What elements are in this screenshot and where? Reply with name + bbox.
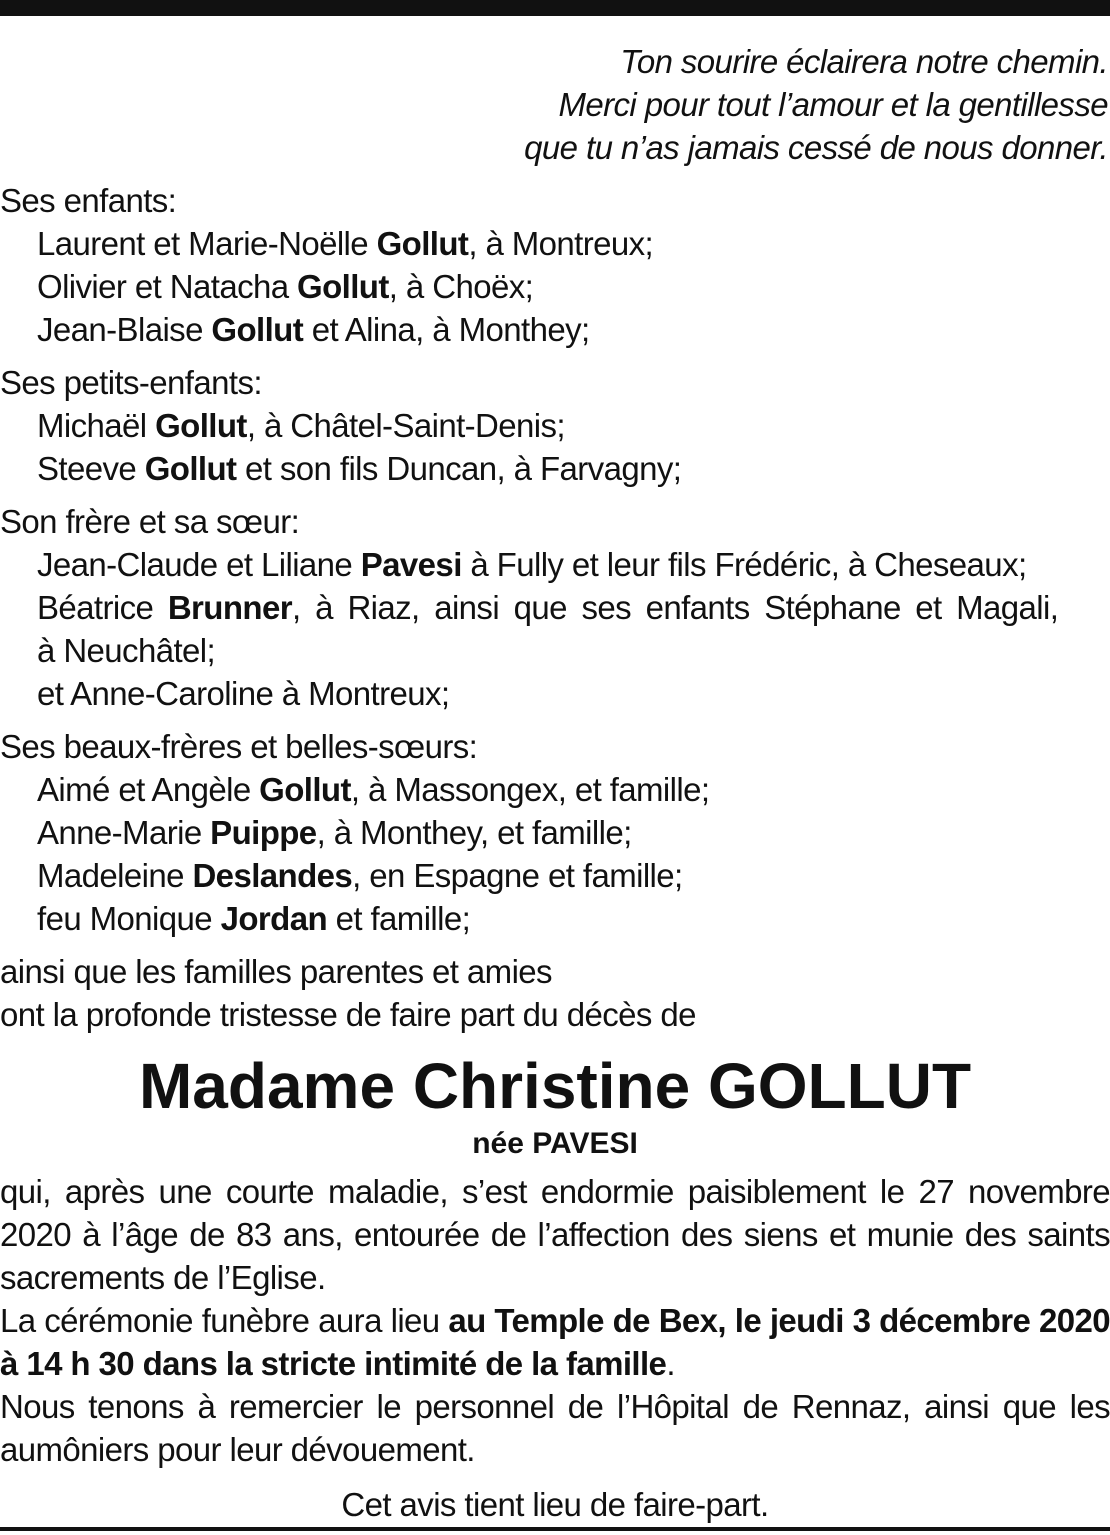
- surname: Gollut: [297, 268, 389, 305]
- family-line: et Anne-Caroline à Montreux;: [37, 675, 450, 712]
- surname: Gollut: [144, 450, 237, 487]
- family-group-in-laws: [0, 725, 1110, 940]
- top-rule: [0, 0, 1110, 16]
- family-line: Madeleine Deslandes, en Espagne et famille;: [37, 857, 683, 894]
- surname: Pavesi: [360, 546, 462, 583]
- surname: Gollut: [376, 225, 469, 262]
- surname: Puippe: [210, 814, 317, 851]
- group-heading: Son frère et sa sœur:: [0, 503, 300, 540]
- ceremony-paragraph: La cérémonie funèbre aura lieu au Temple de Bex, le jeudi 3 décembre 2020 à 14 h 30 dans la stricte intimité de la famille.: [0, 1302, 1110, 1382]
- quote-line: Merci pour tout l’amour et la gentillesse: [558, 86, 1108, 123]
- family-group-grandchildren: [0, 361, 1110, 490]
- surname: Gollut: [259, 771, 351, 808]
- family-line: Olivier et Natacha Gollut, à Choëx;: [37, 268, 534, 305]
- surname: Jordan: [220, 900, 328, 937]
- deceased-name: Madame Christine GOLLUT: [138, 1050, 972, 1122]
- family-line: Jean-Blaise Gollut et Alina, à Monthey;: [37, 311, 590, 348]
- family-line: Aimé et Angèle Gollut, à Massongex, et famille;: [37, 771, 710, 808]
- ceremony-details: au Temple de Bex, le jeudi 3 décembre 2020 à 14 h 30 dans la stricte intimité de la famille: [0, 1302, 1110, 1382]
- epitaph-quote: [0, 40, 1110, 169]
- family-group-siblings: [0, 500, 1110, 715]
- family-line: à Neuchâtel;: [37, 632, 216, 669]
- closing-line: Cet avis tient lieu de faire-part.: [341, 1486, 769, 1523]
- quote-line: Ton sourire éclairera notre chemin.: [620, 43, 1108, 80]
- death-notice: [0, 40, 1110, 1526]
- family-line: Béatrice Brunner, à Riaz, ainsi que ses enfants Stéphane et Magali,: [37, 589, 1059, 626]
- family-line: Laurent et Marie-Noëlle Gollut, à Montreux;: [37, 225, 654, 262]
- surname: Gollut: [155, 407, 247, 444]
- group-heading: Ses petits-enfants:: [0, 364, 262, 401]
- intro-text: [0, 950, 1110, 1036]
- family-line: Jean-Claude et Liliane Pavesi à Fully et leur fils Frédéric, à Cheseaux;: [37, 546, 1027, 583]
- family-line: feu Monique Jordan et famille;: [37, 900, 471, 937]
- family-group-children: [0, 179, 1110, 351]
- family-line: Michaël Gollut, à Châtel-Saint-Denis;: [37, 407, 565, 444]
- thanks-paragraph: Nous tenons à remercier le personnel de l’Hôpital de Rennaz, ainsi que les aumôniers pour leur dévouement.: [0, 1388, 1110, 1468]
- quote-line: que tu n’as jamais cessé de nous donner.: [524, 129, 1108, 166]
- surname: Gollut: [211, 311, 304, 348]
- group-heading: Ses enfants:: [0, 182, 177, 219]
- surname: Deslandes: [192, 857, 353, 894]
- intro-line: ont la profonde tristesse de faire part du décès de: [0, 996, 696, 1033]
- group-heading: Ses beaux-frères et belles-sœurs:: [0, 728, 478, 765]
- bottom-rule: [0, 1527, 1110, 1531]
- death-paragraph: qui, après une courte maladie, s’est endormie paisiblement le 27 novembre 2020 à l’âge de 83 ans, entourée de l’affection des siens et munie des saints sacrements de l’Eglise.: [0, 1173, 1110, 1296]
- surname: Brunner: [167, 589, 292, 626]
- maiden-name: née PAVESI: [472, 1127, 638, 1160]
- family-line: Anne-Marie Puippe, à Monthey, et famille;: [37, 814, 632, 851]
- intro-line: ainsi que les familles parentes et amies: [0, 953, 552, 990]
- family-line: Steeve Gollut et son fils Duncan, à Farvagny;: [37, 450, 682, 487]
